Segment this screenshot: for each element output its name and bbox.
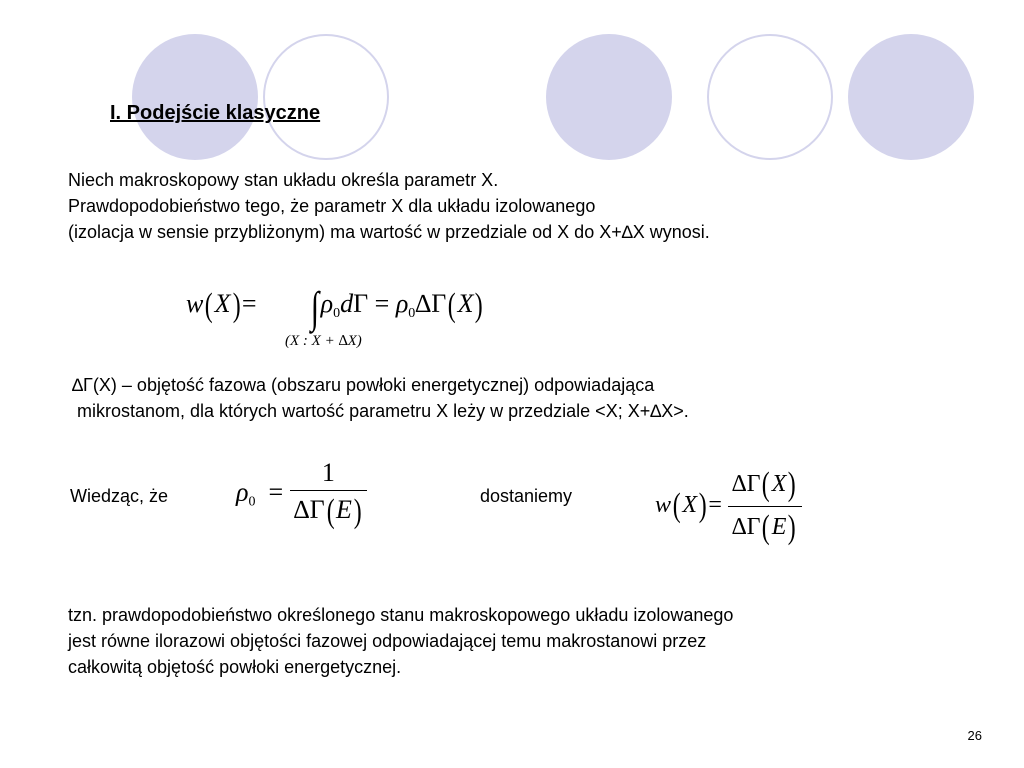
decor-circle-2	[263, 34, 389, 160]
formula1-x: X	[214, 289, 231, 318]
formula1-eq2: =	[374, 289, 390, 318]
formula-rho0	[236, 458, 367, 531]
decor-circle-5	[848, 34, 974, 160]
formula1-arg: X	[457, 289, 474, 318]
intro-line: Niech makroskopowy stan układu określa parametr X.	[68, 170, 499, 190]
formula1-w: w	[186, 289, 204, 318]
formula2-den-arg: E	[335, 495, 352, 524]
formula3-x: X	[682, 492, 698, 519]
formula1-rho2: ρ	[395, 289, 409, 318]
formula2-fraction	[290, 458, 368, 531]
formula-probability-integral: w(X)= $\int\rho_0d\Gamma = \rho_0\Delta\Gamma(X)$	[186, 283, 484, 332]
intro-line: (izolacja w sensie przybliżonym) ma wartość w przedziale od X do X+∆X wynosi.	[68, 222, 710, 242]
formula2-eq: =	[268, 477, 284, 507]
formula2-den-delta-gamma: ∆Γ	[293, 495, 325, 524]
formula1-d: d	[340, 289, 354, 318]
formula2-denominator: ∆Γ(E)	[293, 493, 362, 530]
intro-paragraph	[68, 167, 710, 245]
formula1-gamma: Γ	[353, 289, 369, 318]
definition-line: ∆Γ(X) – objętość fazowa (obszaru powłoki energetycznej) odpowiadająca	[72, 375, 655, 395]
integral-sign: ∫	[310, 283, 319, 332]
formula3-num-delta-gamma: ∆Γ	[731, 471, 761, 497]
formula1-rho: ρ	[320, 289, 334, 318]
conclusion-line: tzn. prawdopodobieństwo określonego stanu makroskopowego układu izolowanego	[68, 605, 734, 625]
formula-probability-ratio: w(X)= $\frac{\Delta\Gamma(X)}{\Delta\Gamma(E)}$	[655, 466, 802, 547]
decor-circle-3	[546, 34, 672, 160]
formula1-rho2-sub: 0	[408, 306, 416, 321]
formula2-rho: ρ	[236, 477, 249, 507]
integral-limit: (X : X + ∆X)	[285, 333, 362, 349]
conclusion-paragraph	[68, 602, 733, 680]
formula3-num-arg: X	[771, 471, 787, 497]
obtain-label: dostaniemy	[480, 486, 573, 506]
formula2-rho-sub: 0	[248, 494, 256, 510]
decor-circle-4	[707, 34, 833, 160]
formula3-numerator: ∆Γ(X)	[731, 466, 797, 503]
conclusion-line: jest równe ilorazowi objętości fazowej odpowiadającej temu makrostanowi przez	[68, 631, 707, 651]
formula3-den-delta-gamma: ∆Γ	[731, 514, 761, 540]
formula2-numerator: 1	[321, 458, 335, 487]
decor-circle-1	[132, 34, 258, 160]
definition-line: mikrostanom, dla których wartość parametru X leży w przedziale <X; X+∆X>.	[72, 401, 689, 421]
formula3-w: w	[655, 492, 672, 519]
definition-paragraph	[72, 372, 689, 424]
formula1-rho-sub: 0	[333, 306, 341, 321]
formula3-den-arg: E	[771, 514, 787, 540]
knowing-label: Wiedząc, że	[70, 486, 169, 506]
formula3-denominator: ∆Γ(E)	[731, 509, 797, 546]
intro-line: Prawdopodobieństwo tego, że parametr X dla układu izolowanego	[68, 196, 596, 216]
formula1-eq1: =	[241, 289, 257, 318]
formula1-delta-gamma: ∆Γ	[415, 289, 447, 318]
page-number: 26	[967, 728, 982, 743]
slide-title: I. Podejście klasyczne	[110, 102, 321, 124]
conclusion-line: całkowitą objętość powłoki energetycznej.	[68, 657, 402, 677]
formula3-fraction	[728, 466, 802, 547]
formula3-eq: =	[708, 492, 722, 519]
